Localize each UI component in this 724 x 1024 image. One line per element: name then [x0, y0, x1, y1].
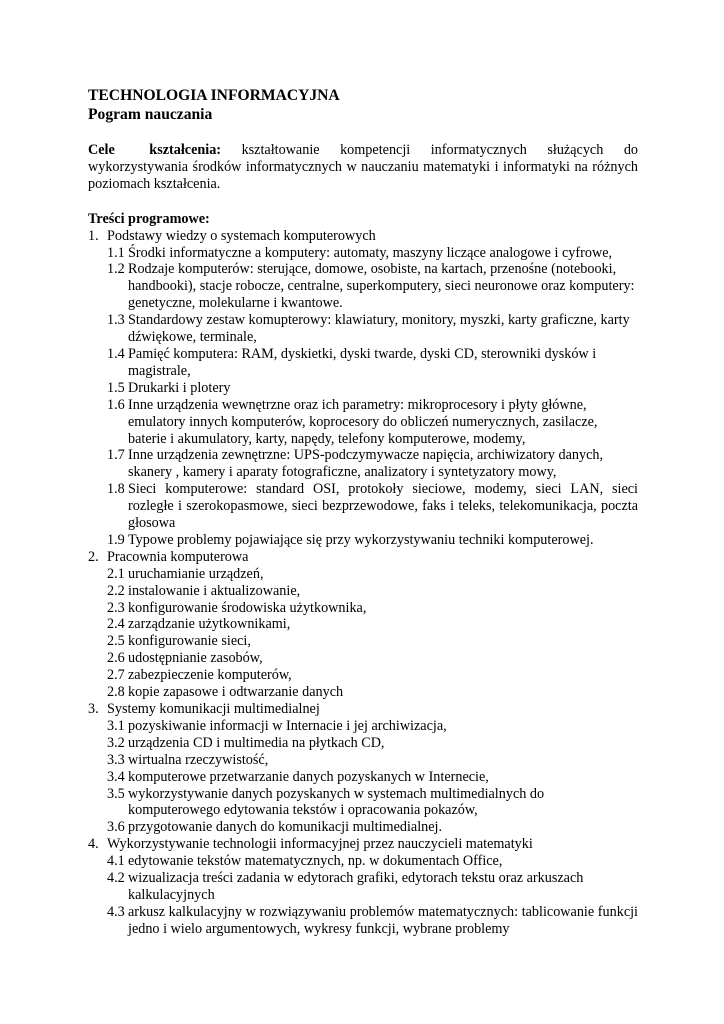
list-item — [88, 853, 638, 870]
section-number: 4. — [88, 836, 99, 853]
item-number: 3.4 — [107, 768, 125, 785]
content-heading: Treści programowe: — [88, 210, 210, 227]
item-number: 2.3 — [107, 599, 125, 616]
item-text: pozyskiwanie informacji w Internacie i jej archiwizacja, — [128, 717, 447, 734]
list-item — [88, 583, 638, 600]
section-heading — [88, 836, 638, 853]
item-number: 3.3 — [107, 751, 125, 768]
item-text: zarządzanie użytkownikami, — [128, 616, 291, 633]
item-number: 2.5 — [107, 633, 125, 650]
item-text: Standardowy zestaw komupterowy: klawiatury, monitory, myszki, karty graficzne, karty dźwiękowe, terminale, — [128, 312, 630, 346]
item-text: arkusz kalkulacyjny w rozwiązywaniu problemów matematycznych: tablicowanie funkcji jedno i wielo argumentowych, wykresy funkcji, wybrane problemy — [128, 903, 638, 937]
section-number: 2. — [88, 548, 99, 565]
list-item — [88, 904, 638, 938]
list-item — [88, 819, 638, 836]
item-number: 2.7 — [107, 667, 125, 684]
list-item — [88, 752, 638, 769]
list-item — [88, 261, 638, 312]
section-title: Pracownia komputerowa — [107, 548, 249, 565]
list-item — [88, 718, 638, 735]
item-text: uruchamianie urządzeń, — [128, 565, 264, 582]
item-number: 1.5 — [107, 379, 125, 396]
item-text: Sieci komputerowe: standard OSI, protokoły sieciowe, modemy, sieci LAN, sieci rozległe i szerokopasmowe, sieci bezprzewodowe, faks i teleks, telekomunikacja, poczta głosowa — [128, 481, 638, 532]
item-text: Pamięć komputera: RAM, dyskietki, dyski twarde, dyski CD, sterowniki dysków i magistrale, — [128, 345, 597, 379]
list-item — [88, 650, 638, 667]
list-item — [88, 346, 638, 380]
item-text: Rodzaje komputerów: sterujące, domowe, osobiste, na kartach, przenośne (notebooki, handbooki), stacje robocze, centralne, superkomputery, sieci neuronowe oraz komputery: genetyczne, molekularne i kwantowe. — [128, 261, 635, 312]
list-item — [88, 667, 638, 684]
list-item — [88, 870, 638, 904]
list-item — [88, 600, 638, 617]
item-text: Drukarki i plotery — [128, 379, 231, 396]
section-title: Podstawy wiedzy o systemach komputerowych — [107, 227, 376, 244]
content-sections — [88, 228, 638, 938]
goal-label: Cele kształcenia: — [88, 142, 222, 158]
item-text: wykorzystywanie danych pozyskanych w systemach multimedialnych do komputerowego edytowania tekstów i opracowania pokazów, — [128, 785, 545, 819]
section-number: 3. — [88, 701, 99, 717]
document-title: TECHNOLOGIA INFORMACYJNA — [88, 87, 340, 104]
section-title: Systemy komunikacji multimedialnej — [107, 701, 320, 717]
item-text: przygotowanie danych do komunikacji multimedialnej. — [128, 819, 443, 836]
list-item — [88, 616, 638, 633]
list-item — [88, 786, 638, 820]
goal-text: kształtowanie kompetencji informatycznych służących do wykorzystywania środków informatycznych w nauczaniu matematyki i informatyki na różnych poziomach kształcenia. — [88, 142, 639, 192]
item-number: 2.6 — [107, 650, 125, 667]
goal-paragraph — [88, 142, 638, 193]
list-item — [88, 380, 638, 397]
item-text: instalowanie i aktualizowanie, — [128, 582, 301, 599]
section-heading — [88, 701, 638, 718]
item-text: wizualizacja treści zadania w edytorach grafiki, edytorach tekstu oraz arkuszach kalkulacyjnych — [128, 870, 584, 903]
item-number: 4.3 — [107, 903, 125, 920]
list-item — [88, 735, 638, 752]
list-item — [88, 312, 638, 346]
item-number: 3.1 — [107, 717, 125, 734]
item-number: 2.4 — [107, 616, 125, 633]
item-number: 3.6 — [107, 819, 125, 836]
item-text: komputerowe przetwarzanie danych pozyskanych w Internecie, — [128, 768, 489, 785]
list-item — [88, 447, 638, 481]
item-number: 1.8 — [107, 481, 125, 498]
list-item — [88, 566, 638, 583]
item-number: 1.3 — [107, 312, 125, 329]
item-number: 1.7 — [107, 447, 125, 464]
item-text: Inne urządzenia wewnętrzne oraz ich parametry: mikroprocesory i płyty główne, emulatory innych komputerów, koprocesory do obliczeń numerycznych, zasilacze, baterie i akumulatory, karty, napędy, telefony komputerowe, modemy, — [128, 396, 598, 447]
section-heading — [88, 228, 638, 245]
list-item — [88, 245, 638, 262]
item-number: 1.2 — [107, 261, 125, 278]
item-text: udostępnianie zasobów, — [128, 650, 263, 667]
item-text: Środki informatyczne a komputery: automaty, maszyny liczące analogowe i cyfrowe, — [128, 244, 613, 261]
item-text: zabezpieczenie komputerów, — [128, 667, 292, 684]
document-page — [88, 86, 638, 938]
list-item — [88, 769, 638, 786]
item-number: 1.9 — [107, 531, 125, 548]
item-text: konfigurowanie środowiska użytkownika, — [128, 599, 367, 616]
section-number: 1. — [88, 227, 99, 244]
item-number: 4.1 — [107, 853, 125, 870]
item-number: 2.1 — [107, 565, 125, 582]
item-text: urządzenia CD i multimedia na płytkach CD, — [128, 734, 385, 751]
item-number: 1.4 — [107, 345, 125, 362]
item-text: Typowe problemy pojawiające się przy wykorzystywaniu techniki komputerowej. — [128, 531, 594, 548]
item-number: 3.2 — [107, 734, 125, 751]
item-number: 1.6 — [107, 396, 125, 413]
item-number: 2.2 — [107, 582, 125, 599]
item-text: Inne urządzenia zewnętrzne: UPS-podczymywacze napięcia, archiwizatory danych, skanery , kamery i aparaty fotograficzne, analizatory i syntetyzatory mowy, — [128, 447, 604, 481]
document-subtitle: Pogram nauczania — [88, 106, 213, 123]
item-number: 2.8 — [107, 684, 125, 701]
item-text: edytowanie tekstów matematycznych, np. w dokumentach Office, — [128, 853, 503, 870]
item-text: kopie zapasowe i odtwarzanie danych — [128, 684, 344, 701]
item-number: 4.2 — [107, 870, 125, 887]
item-number: 1.1 — [107, 244, 125, 261]
section-heading — [88, 549, 638, 566]
section-title: Wykorzystywanie technologii informacyjnej przez nauczycieli matematyki — [107, 836, 533, 853]
item-text: konfigurowanie sieci, — [128, 633, 251, 650]
list-item — [88, 397, 638, 448]
list-item — [88, 684, 638, 701]
list-item — [88, 633, 638, 650]
item-number: 3.5 — [107, 785, 125, 802]
item-text: wirtualna rzeczywistość, — [128, 751, 269, 768]
list-item — [88, 532, 638, 549]
list-item — [88, 481, 638, 532]
